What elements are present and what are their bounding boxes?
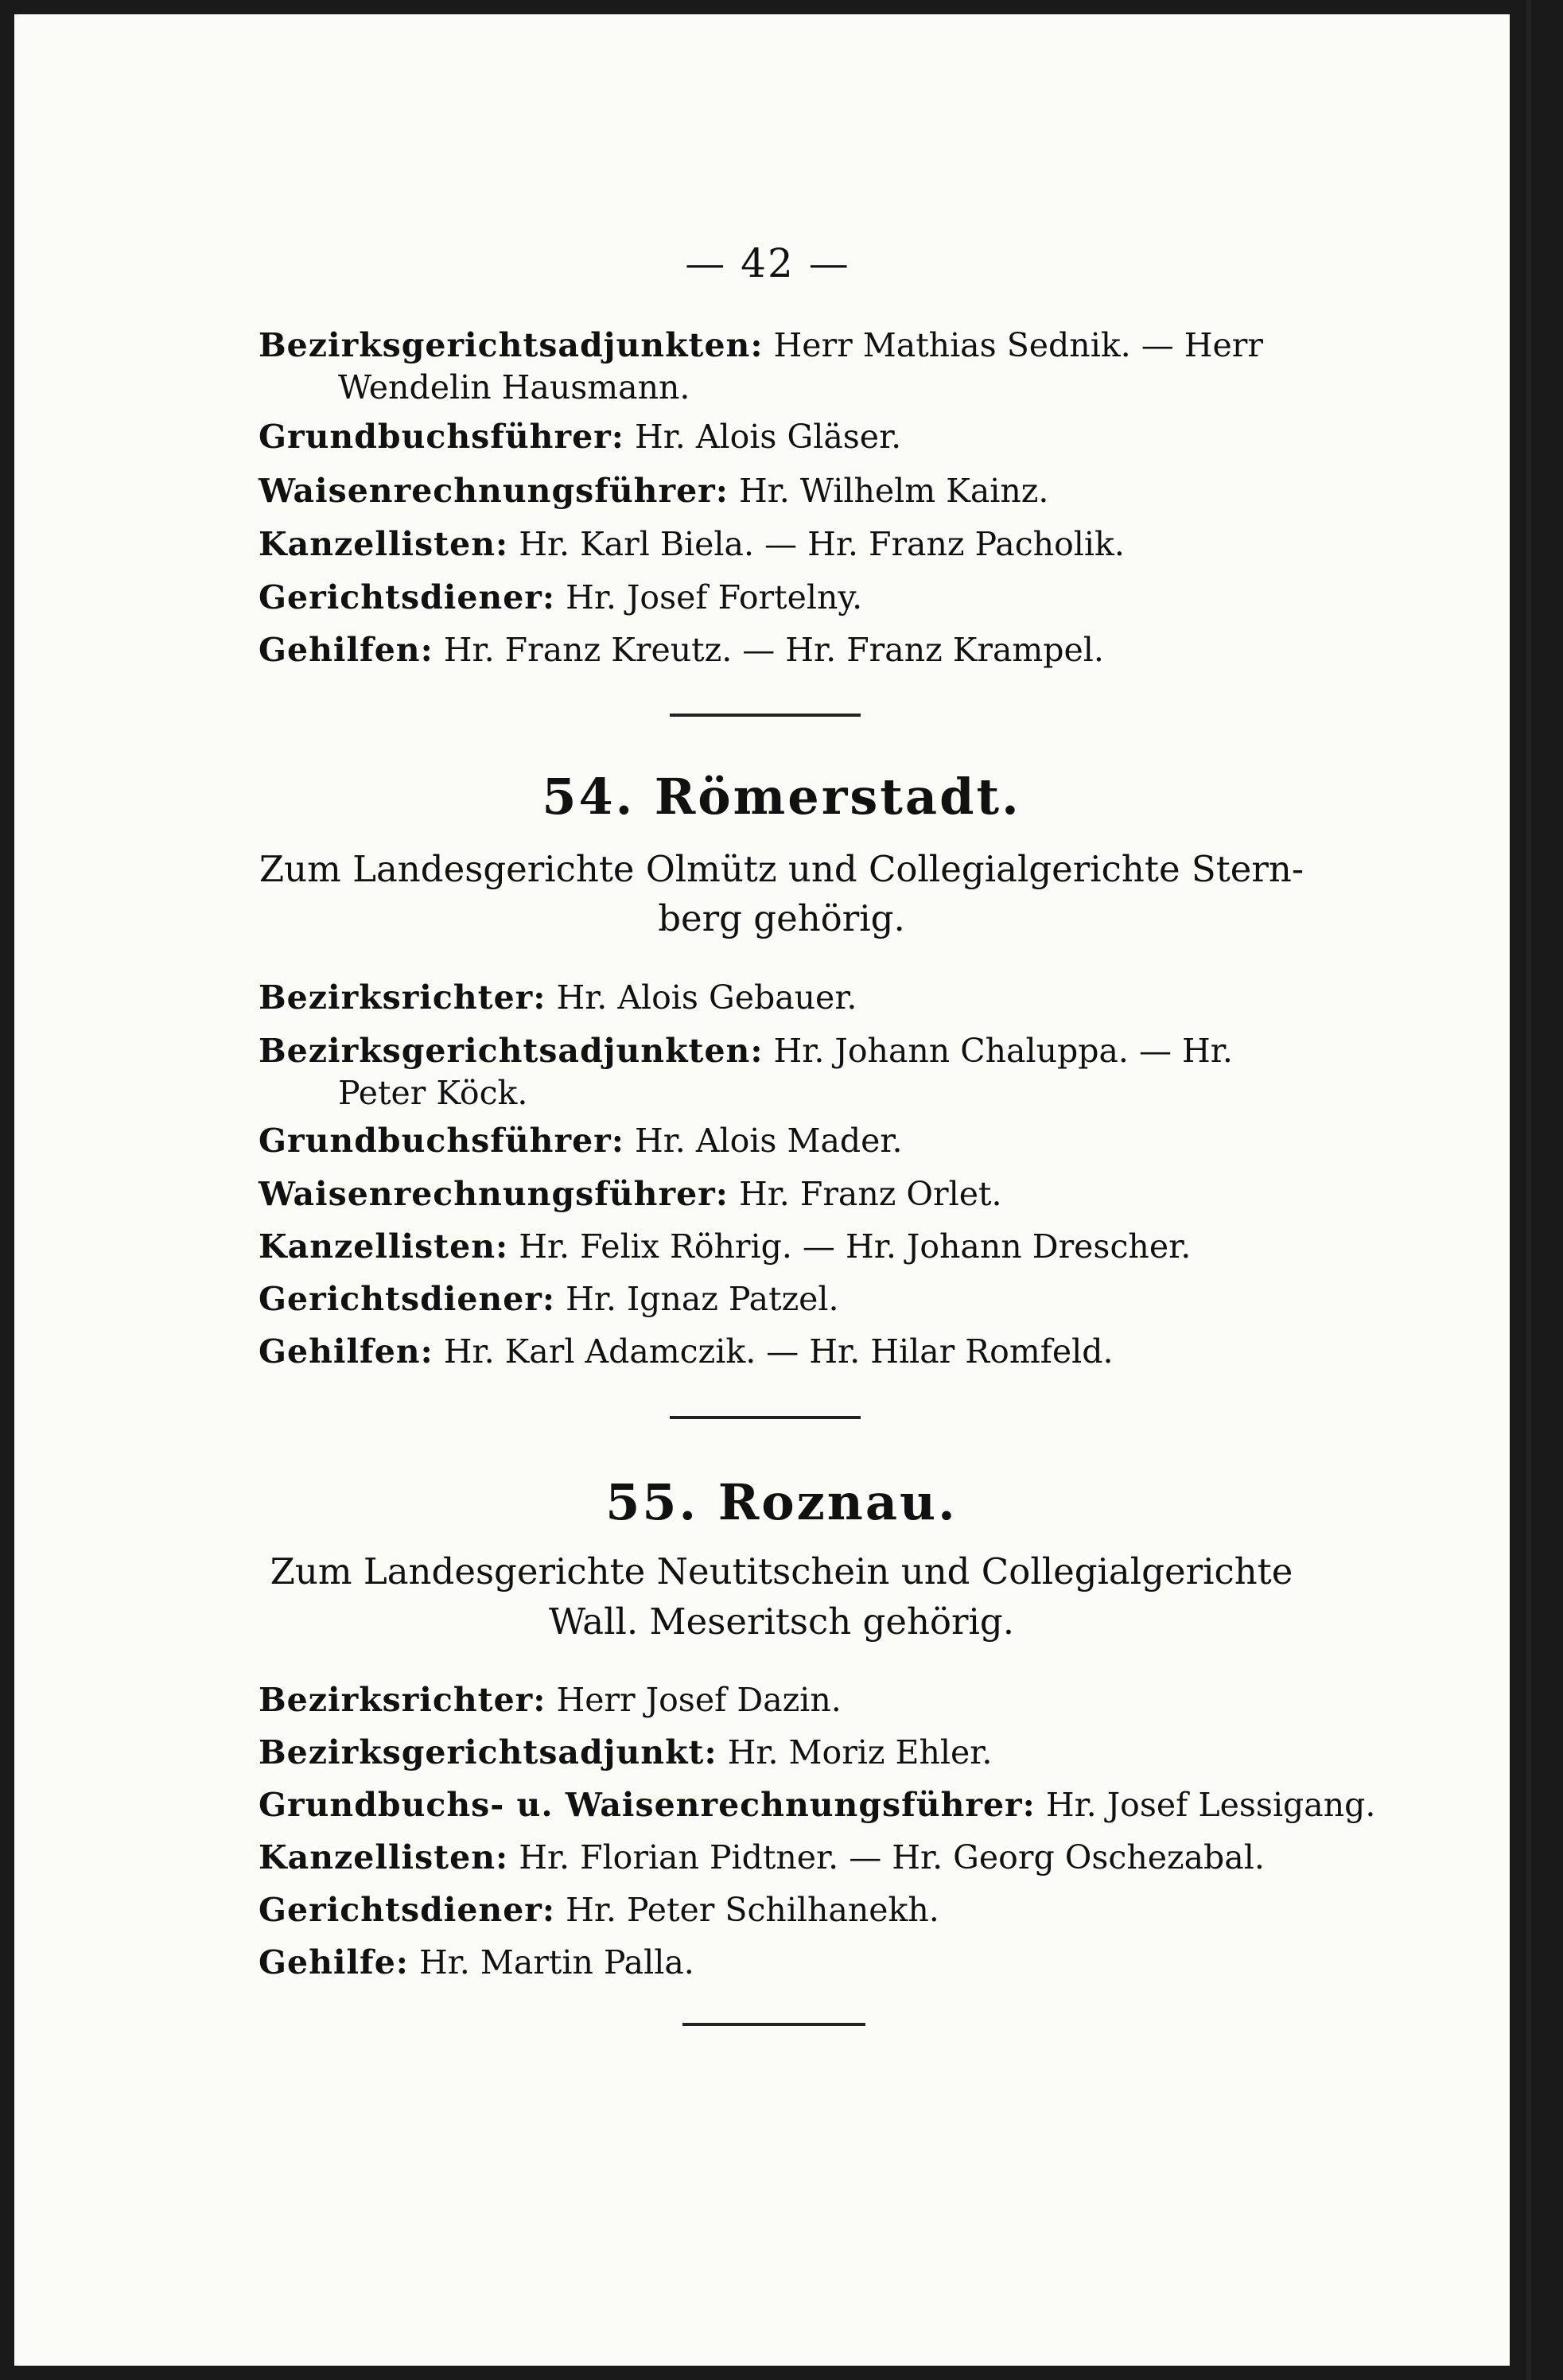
page-edge-shadow bbox=[1526, 0, 1531, 2380]
entry-label: Kanzellisten: bbox=[259, 1838, 509, 1876]
entry-text: Hr. Franz Orlet. bbox=[728, 1175, 1002, 1213]
section-heading: 55. Roznau. bbox=[605, 1473, 958, 1531]
section-heading: 54. Römerstadt. bbox=[542, 768, 1021, 826]
entry-text: Hr. Peter Schilhanekh. bbox=[555, 1891, 939, 1929]
entry-line bbox=[259, 574, 1281, 620]
entry-label: Kanzellisten: bbox=[259, 1227, 509, 1266]
entry-text: Hr. Johann Chaluppa. — Hr. bbox=[763, 1032, 1233, 1070]
entry-text: Hr. Alois Mader. bbox=[624, 1122, 903, 1160]
entry-line bbox=[259, 468, 1281, 514]
section-divider bbox=[670, 1416, 861, 1419]
entry-line bbox=[259, 322, 1281, 368]
entry-label: Gehilfe: bbox=[259, 1943, 409, 1981]
entry-label: Waisenrechnungsführer: bbox=[259, 472, 729, 510]
entry-text: Hr. Karl Biela. — Hr. Franz Pacholik. bbox=[508, 525, 1125, 563]
entry-line bbox=[259, 1118, 1281, 1164]
entry-line bbox=[259, 414, 1281, 460]
entry-label: Gerichtsdiener: bbox=[259, 1280, 556, 1318]
entry-line bbox=[259, 1782, 1376, 1828]
section-subtitle: Zum Landesgerichte Olmütz und Collegialgerichte Stern- bbox=[259, 848, 1304, 890]
entry-label: Waisenrechnungsführer: bbox=[259, 1175, 729, 1213]
section-subtitle: berg gehörig. bbox=[658, 897, 905, 939]
entry-text: Hr. Karl Adamczik. — Hr. Hilar Romfeld. bbox=[433, 1332, 1114, 1371]
entry-line bbox=[259, 1276, 1281, 1322]
entry-text: Peter Köck. bbox=[338, 1074, 528, 1112]
entry-label: Grundbuchsführer: bbox=[259, 1122, 624, 1160]
entry-label: Bezirksgerichtsadjunkten: bbox=[259, 1032, 764, 1070]
entry-line bbox=[259, 1939, 1281, 1985]
entry-line bbox=[259, 1171, 1281, 1217]
entry-text: Hr. Florian Pidtner. — Hr. Georg Oschezabal. bbox=[508, 1838, 1265, 1876]
section-subtitle: Zum Landesgerichte Neutitschein und Collegialgerichte bbox=[270, 1550, 1293, 1592]
section-subtitle: Wall. Meseritsch gehörig. bbox=[548, 1600, 1015, 1643]
entry-line bbox=[259, 1729, 1281, 1775]
entry-text: Hr. Felix Röhrig. — Hr. Johann Drescher. bbox=[508, 1227, 1192, 1266]
section-divider bbox=[682, 2023, 865, 2026]
entry-text: Hr. Josef Fortelny. bbox=[555, 578, 863, 616]
entry-label: Gerichtsdiener: bbox=[259, 1891, 556, 1929]
entry-line bbox=[259, 1028, 1281, 1074]
entry-label: Bezirksrichter: bbox=[259, 1681, 546, 1719]
entry-label: Gehilfen: bbox=[259, 1332, 434, 1371]
entry-label: Bezirksgerichtsadjunkt: bbox=[259, 1733, 717, 1771]
entry-line bbox=[338, 1070, 1360, 1116]
entry-label: Grundbuchsführer: bbox=[259, 418, 624, 456]
entry-text: Hr. Franz Kreutz. — Hr. Franz Krampel. bbox=[433, 631, 1104, 669]
entry-text: Hr. Moriz Ehler. bbox=[717, 1733, 993, 1771]
entry-line bbox=[259, 974, 1281, 1021]
entry-text: Herr Josef Dazin. bbox=[546, 1681, 842, 1719]
entry-label: Gerichtsdiener: bbox=[259, 578, 556, 616]
entry-text: Hr. Ignaz Patzel. bbox=[555, 1280, 839, 1318]
entry-line bbox=[259, 1328, 1281, 1375]
entry-label: Bezirksgerichtsadjunkten: bbox=[259, 326, 764, 364]
entry-line bbox=[259, 627, 1281, 673]
entry-text: Herr Mathias Sednik. — Herr bbox=[763, 326, 1263, 364]
entry-line bbox=[259, 1223, 1281, 1270]
entry-text: Hr. Alois Gläser. bbox=[624, 418, 902, 456]
entry-label: Gehilfen: bbox=[259, 631, 434, 669]
entry-label: Bezirksrichter: bbox=[259, 978, 546, 1017]
entry-label: Grundbuchs- u. Waisenrechnungsführer: bbox=[259, 1786, 1036, 1824]
entry-line bbox=[259, 1677, 1281, 1723]
entry-text: Hr. Josef Lessigang. bbox=[1035, 1786, 1376, 1824]
entry-line bbox=[259, 1887, 1281, 1933]
entry-label: Kanzellisten: bbox=[259, 525, 509, 563]
section-divider bbox=[670, 714, 861, 717]
entry-line bbox=[259, 521, 1281, 567]
entry-text: Hr. Alois Gebauer. bbox=[546, 978, 857, 1017]
page-number: — 42 — bbox=[685, 240, 850, 286]
entry-text: Hr. Martin Palla. bbox=[408, 1943, 694, 1981]
entry-line bbox=[338, 364, 1360, 410]
entry-text: Wendelin Hausmann. bbox=[338, 368, 690, 406]
entry-line bbox=[259, 1834, 1281, 1880]
entry-text: Hr. Wilhelm Kainz. bbox=[728, 472, 1049, 510]
